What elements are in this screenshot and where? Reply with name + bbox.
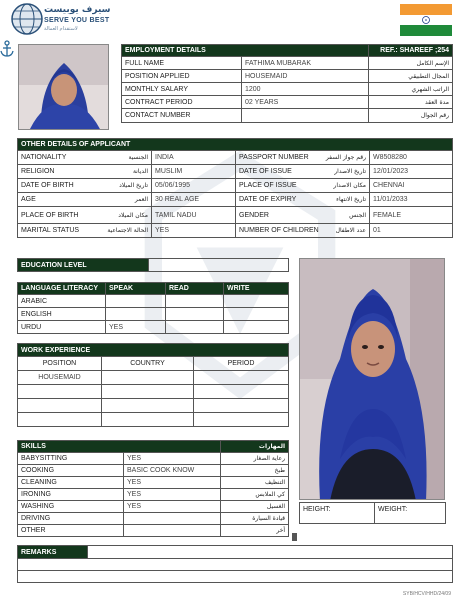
contract-period-label: CONTRACT PERIOD <box>122 96 242 109</box>
washing-label-arabic: الغسيل <box>221 501 289 513</box>
age-label-arabic: العمر <box>134 196 148 203</box>
monthly-salary-label-arabic: الراتب الشهري <box>369 83 453 96</box>
washing-label: WASHING <box>18 501 124 513</box>
english-read <box>166 308 224 321</box>
skills-title-arabic: المهارات <box>221 441 289 453</box>
english-write <box>224 308 289 321</box>
ironing-value: YES <box>124 489 221 501</box>
applicant-photo-small <box>18 44 109 130</box>
other-skill-label-arabic: أخر <box>221 525 289 537</box>
number-of-children-value: 01 <box>370 224 453 238</box>
ironing-label: IRONING <box>18 489 124 501</box>
remarks-title: REMARKS <box>18 546 88 559</box>
arabic-read <box>166 295 224 308</box>
other-details-title: OTHER DETAILS OF APPLICANT <box>18 139 453 151</box>
date-of-issue-label: DATE OF ISSUE <box>239 168 292 175</box>
date-of-expiry-value: 11/01/2033 <box>370 193 453 207</box>
urdu-write <box>224 321 289 334</box>
marital-status-label-arabic: الحالة الاجتماعية <box>107 227 148 234</box>
work-period-4 <box>194 413 289 427</box>
contact-number-value <box>242 109 369 123</box>
driving-label: DRIVING <box>18 513 124 525</box>
work-position-3 <box>18 399 102 413</box>
driving-label-arabic: قيادة السيارة <box>221 513 289 525</box>
gender-label: GENDER <box>239 211 269 219</box>
marital-status-label: MARITAL STATUS <box>21 227 80 234</box>
nationality-label-arabic: الجنسية <box>128 154 148 161</box>
work-period-1 <box>194 371 289 385</box>
remarks-table <box>17 545 453 583</box>
english-speak <box>106 308 166 321</box>
place-of-issue-label: PLACE OF ISSUE <box>239 182 297 189</box>
work-country-1 <box>102 371 194 385</box>
period-header: PERIOD <box>194 357 289 371</box>
work-country-3 <box>102 399 194 413</box>
contract-period-label-arabic: مدة العقد <box>369 96 453 109</box>
margin-mark <box>292 533 297 541</box>
position-applied-label: POSITION APPLIED <box>122 70 242 83</box>
work-experience-title: WORK EXPERIENCE <box>18 344 289 357</box>
education-level-value <box>149 259 289 272</box>
contract-period-value: 02 YEARS <box>242 96 369 109</box>
education-level-table <box>17 258 289 272</box>
number-of-children-label-arabic: عدد الاطفال <box>335 227 366 234</box>
cooking-label: COOKING <box>18 465 124 477</box>
date-of-birth-value: 05/06/1995 <box>152 179 236 193</box>
skills-title: SKILLS <box>18 441 221 453</box>
place-of-issue-label-arabic: مكان الاصدار <box>333 182 366 189</box>
date-of-expiry-label: DATE OF EXPIRY <box>239 196 297 203</box>
language-literacy-header: LANGUAGE LITERACY <box>18 283 106 295</box>
weight-label: WEIGHT: <box>375 503 446 524</box>
washing-value: YES <box>124 501 221 513</box>
monthly-salary-value: 1200 <box>242 83 369 96</box>
date-of-birth-label: DATE OF BIRTH <box>21 182 74 189</box>
employment-details-title: EMPLOYMENT DETAILS <box>122 45 369 57</box>
language-english: ENGLISH <box>18 308 106 321</box>
reference-number: REF.: SHAREEF ;254 <box>369 45 453 57</box>
full-name-label-arabic: الإسم الكامل <box>369 57 453 70</box>
body-measurements-table <box>299 502 446 524</box>
speak-header: SPEAK <box>106 283 166 295</box>
religion-label-arabic: الديانة <box>132 168 148 175</box>
country-header: COUNTRY <box>102 357 194 371</box>
read-header: READ <box>166 283 224 295</box>
education-level-title: EDUCATION LEVEL <box>18 259 149 272</box>
arabic-speak <box>106 295 166 308</box>
cleaning-label-arabic: التنظيف <box>221 477 289 489</box>
urdu-speak: YES <box>106 321 166 334</box>
contact-number-label: CONTACT NUMBER <box>122 109 242 123</box>
language-urdu: URDU <box>18 321 106 334</box>
place-of-birth-label-arabic: مكان الميلاد <box>118 211 148 219</box>
anchor-icon <box>0 40 14 58</box>
work-country-4 <box>102 413 194 427</box>
language-literacy-table <box>17 282 289 334</box>
date-of-birth-label-arabic: تاريخ الميلاد <box>119 182 148 189</box>
nationality-value: INDIA <box>152 151 236 165</box>
language-arabic: ARABIC <box>18 295 106 308</box>
skills-table <box>17 440 289 537</box>
other-details-table <box>17 138 453 238</box>
position-header: POSITION <box>18 357 102 371</box>
company-logo <box>4 2 114 42</box>
arabic-write <box>224 295 289 308</box>
passport-number-label-arabic: رقم جواز السفر <box>325 154 366 161</box>
babysitting-label: BABYSITTING <box>18 453 124 465</box>
work-country-2 <box>102 385 194 399</box>
age-value: 30 REAL AGE <box>152 193 236 207</box>
position-applied-label-arabic: المجال التطبيقي <box>369 70 453 83</box>
driving-value <box>124 513 221 525</box>
height-label: HEIGHT: <box>300 503 375 524</box>
logo-name-english: SERVE YOU BEST <box>44 17 110 24</box>
remarks-value-2 <box>18 559 453 571</box>
full-name-label: FULL NAME <box>122 57 242 70</box>
work-position-4 <box>18 413 102 427</box>
age-label: AGE <box>21 196 36 203</box>
remarks-value-3 <box>18 571 453 583</box>
ironing-label-arabic: كي الملابس <box>221 489 289 501</box>
work-period-3 <box>194 399 289 413</box>
place-of-birth-label: PLACE OF BIRTH <box>21 211 79 219</box>
work-period-2 <box>194 385 289 399</box>
work-position-1: HOUSEMAID <box>18 371 102 385</box>
other-skill-label: OTHER <box>18 525 124 537</box>
date-of-issue-value: 12/01/2023 <box>370 165 453 179</box>
date-of-issue-label-arabic: تاريخ الاصدار <box>334 168 366 175</box>
date-of-expiry-label-arabic: تاريخ الانتهاء <box>336 196 366 203</box>
logo-tagline: لاستقدام العمالة <box>44 26 78 32</box>
globe-icon <box>10 2 44 36</box>
religion-value: MUSLIM <box>152 165 236 179</box>
marital-status-value: YES <box>152 224 236 238</box>
cooking-label-arabic: طبخ <box>221 465 289 477</box>
place-of-issue-value: CHENNAI <box>370 179 453 193</box>
babysitting-value: YES <box>124 453 221 465</box>
place-of-birth-value: TAMIL NADU <box>152 207 236 224</box>
monthly-salary-label: MONTHLY SALARY <box>122 83 242 96</box>
gender-label-arabic: الجنس <box>349 211 366 219</box>
applicant-photo-full <box>299 258 445 500</box>
passport-number-label: PASSPORT NUMBER <box>239 154 309 161</box>
passport-number-value: W8508280 <box>370 151 453 165</box>
full-name-value: FATHIMA MUBARAK <box>242 57 369 70</box>
urdu-read <box>166 321 224 334</box>
nationality-label: NATIONALITY <box>21 154 67 161</box>
remarks-value-1 <box>88 546 453 559</box>
work-experience-table <box>17 343 289 427</box>
contact-number-label-arabic: رقم الجوال <box>369 109 453 123</box>
cooking-value: BASIC COOK KNOW <box>124 465 221 477</box>
position-applied-value: HOUSEMAID <box>242 70 369 83</box>
cleaning-label: CLEANING <box>18 477 124 489</box>
babysitting-label-arabic: رعاية الصغار <box>221 453 289 465</box>
india-flag-icon <box>400 4 452 36</box>
logo-name-arabic: سيرف يوبيست <box>44 5 111 15</box>
other-skill-value <box>124 525 221 537</box>
employment-details-table <box>121 44 453 123</box>
gender-value: FEMALE <box>370 207 453 224</box>
work-position-2 <box>18 385 102 399</box>
religion-label: RELIGION <box>21 168 55 175</box>
cleaning-value: YES <box>124 477 221 489</box>
number-of-children-label: NUMBER OF CHILDREN <box>239 227 319 234</box>
document-code: SYB/HCV/HHD/24/09 <box>402 591 451 597</box>
write-header: WRITE <box>224 283 289 295</box>
